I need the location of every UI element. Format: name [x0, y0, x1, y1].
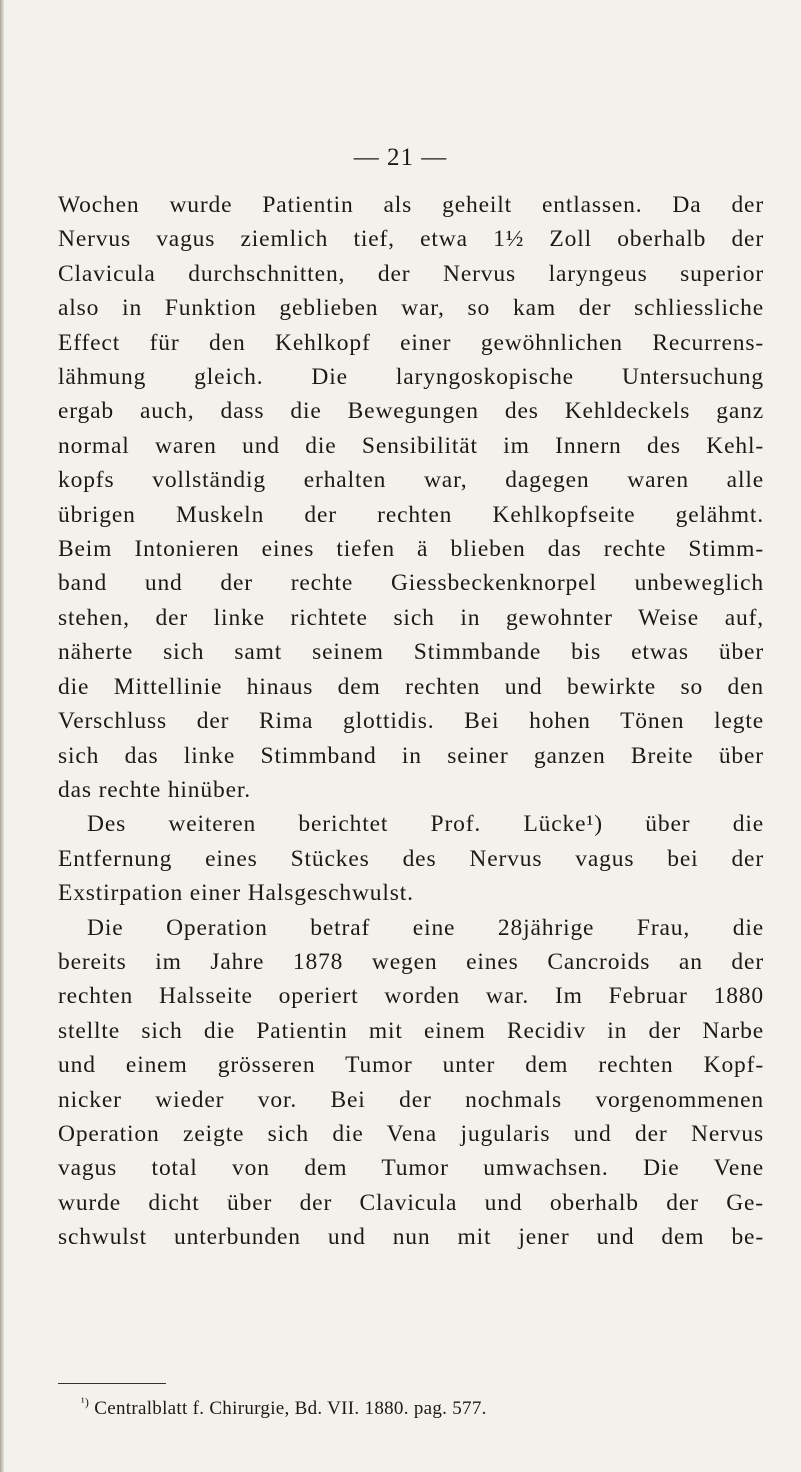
text-line: rechten Halsseite operiert worden war. Im Februar 1880 — [58, 983, 764, 1010]
text-line: näherte sich samt seinem Stimmbande bis etwas über — [58, 639, 764, 666]
footnote — [81, 1389, 761, 1422]
text-line: Effect für den Kehlkopf einer gewöhnlichen Recurrens- — [58, 329, 764, 356]
footnote-text: Centralblatt f. Chirurgie, Bd. VII. 1880. pag. 577. — [94, 1398, 487, 1419]
text-line: nicker wieder vor. Bei der nochmals vorgenommenen — [58, 1086, 764, 1113]
text-line: Exstirpation einer Halsgeschwulst. — [58, 880, 414, 907]
text-line: Verschluss der Rima glottidis. Bei hohen Tönen legte — [58, 708, 764, 735]
text-line: bereits im Jahre 1878 wegen eines Cancroids an der — [58, 948, 764, 975]
text-line: Die Operation betraf eine 28jährige Frau, die — [87, 914, 764, 941]
text-line: Beim Intonieren eines tiefen ä blieben das rechte Stimm- — [58, 536, 764, 563]
text-line: Clavicula durchschnitten, der Nervus laryngeus superior — [58, 260, 764, 287]
text-line: Wochen wurde Patientin als geheilt entlassen. Da der — [58, 192, 764, 218]
text-line: stellte sich die Patientin mit einem Recidiv in der Narbe — [58, 1017, 764, 1044]
footnote-divider — [58, 1383, 166, 1384]
text-line: Entfernung eines Stückes des Nervus vagus bei der — [58, 845, 764, 872]
text-line: wurde dicht über der Clavicula und oberhalb der Ge- — [58, 1189, 764, 1216]
text-line: das rechte hinüber. — [58, 776, 251, 803]
text-line: schwulst unterbunden und nun mit jener und dem be- — [58, 1224, 764, 1251]
text-line: und einem grösseren Tumor unter dem rechten Kopf- — [58, 1052, 764, 1079]
text-line: also in Funktion geblieben war, so kam der schliessliche — [58, 295, 764, 322]
text-line: lähmung gleich. Die laryngoskopische Untersuchung — [58, 364, 764, 391]
text-line: übrigen Muskeln der rechten Kehlkopfseite gelähmt. — [58, 501, 764, 528]
body-text — [58, 188, 764, 1255]
text-line: Nervus vagus ziemlich tief, etwa 1½ Zoll oberhalb der — [58, 226, 764, 253]
page-number: — 21 — — [353, 144, 448, 171]
text-line: Operation zeigte sich die Vena jugularis und der Nervus — [58, 1120, 764, 1147]
text-line: ergab auch, dass die Bewegungen des Kehldeckels ganz — [58, 398, 764, 425]
text-line: die Mittellinie hinaus dem rechten und bewirkte so den — [58, 673, 764, 700]
text-line: band und der rechte Giessbeckenknorpel unbeweglich — [58, 570, 764, 597]
text-line: sich das linke Stimmband in seiner ganzen Breite über — [58, 742, 764, 769]
footnote-marker: ¹) — [81, 1395, 90, 1409]
text-line: Des weiteren berichtet Prof. Lücke¹) über die — [87, 811, 764, 838]
page-edge — [0, 0, 4, 1472]
text-line: stehen, der linke richtete sich in gewohnter Weise auf, — [58, 604, 764, 631]
text-line: normal waren und die Sensibilität im Innern des Kehl- — [58, 432, 764, 459]
text-line: kopfs vollständig erhalten war, dagegen waren alle — [58, 467, 764, 494]
text-line: vagus total von dem Tumor umwachsen. Die Vene — [58, 1155, 764, 1182]
